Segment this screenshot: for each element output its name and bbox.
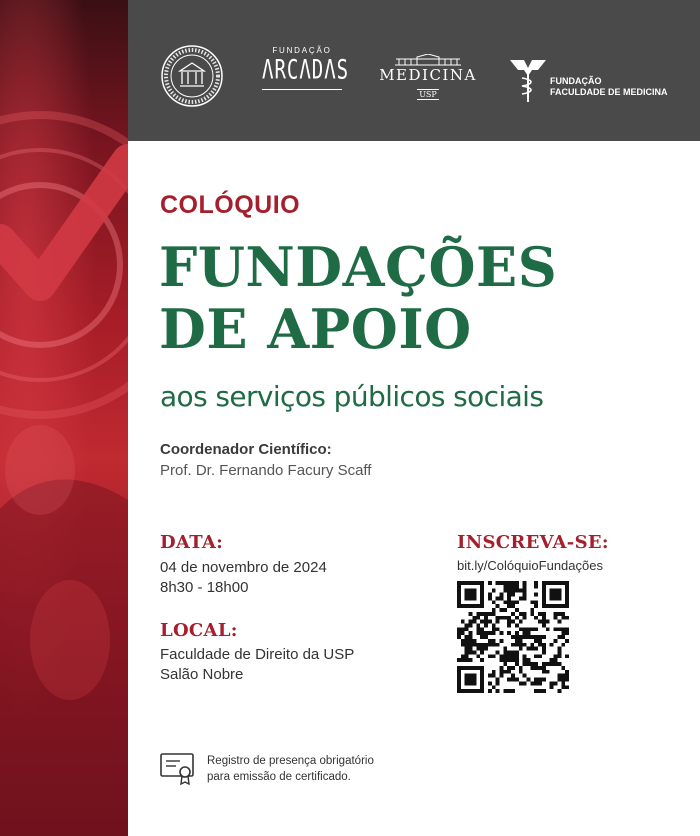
usp-wordmark: USP (419, 90, 437, 99)
ffm-logo (510, 58, 670, 108)
ffm-line2: FACULDADE DE MEDICINA (550, 87, 668, 97)
event-kicker: COLÓQUIO (160, 191, 301, 219)
date-day: 04 de novembro de 2024 (160, 559, 327, 576)
coordinator-name: Prof. Dr. Fernando Facury Scaff (160, 462, 372, 479)
arcadas-underline (262, 89, 342, 90)
certificate-icon-svg (160, 752, 196, 786)
qr-code-icon (457, 581, 569, 693)
arcadas-wordmark: ΛRCΛDΛS (262, 54, 350, 86)
location-line-2: Salão Nobre (160, 666, 244, 683)
medicina-usp-logo (378, 52, 478, 106)
signup-heading: INSCREVA-SE: (457, 532, 609, 553)
certificate-line-2: para emissão de certificado. (207, 771, 351, 783)
event-subtitle: aos serviços públicos sociais (160, 380, 544, 413)
title-line-1: FUNDAÇÕES (159, 235, 558, 299)
ffm-text (550, 76, 668, 98)
qr-code[interactable] (457, 581, 569, 693)
caduceus-icon (510, 58, 546, 104)
signup-link[interactable]: bit.ly/ColóquioFundações (457, 558, 603, 573)
arcadas-small-text: FUNDAÇÃO (272, 46, 332, 55)
event-title (159, 236, 557, 360)
coordinator-label: Coordenador Científico: (160, 441, 332, 458)
certificate-note (207, 753, 374, 785)
certificate-line-1: Registro de presença obrigatório (207, 755, 374, 767)
date-time: 8h30 - 18h00 (160, 579, 249, 596)
certificate-icon (160, 752, 196, 786)
hero-image (0, 0, 128, 836)
location-line-1: Faculdade de Direito da USP (160, 646, 355, 663)
logo-header (128, 0, 700, 141)
location-heading: LOCAL: (160, 620, 238, 641)
building-icon (393, 54, 463, 66)
fundacao-arcadas-logo (262, 46, 350, 108)
ffm-line1: FUNDAÇÃO (550, 76, 602, 86)
location-block (160, 645, 354, 685)
date-heading: DATA: (160, 532, 224, 553)
date-block (160, 558, 327, 598)
seal-icon (160, 44, 224, 108)
hand-checkmark-illustration (0, 0, 128, 836)
title-line-2: DE APOIO (159, 297, 472, 361)
medicina-wordmark: MEDICINA (379, 66, 477, 84)
fd-usp-seal-logo (160, 44, 224, 108)
